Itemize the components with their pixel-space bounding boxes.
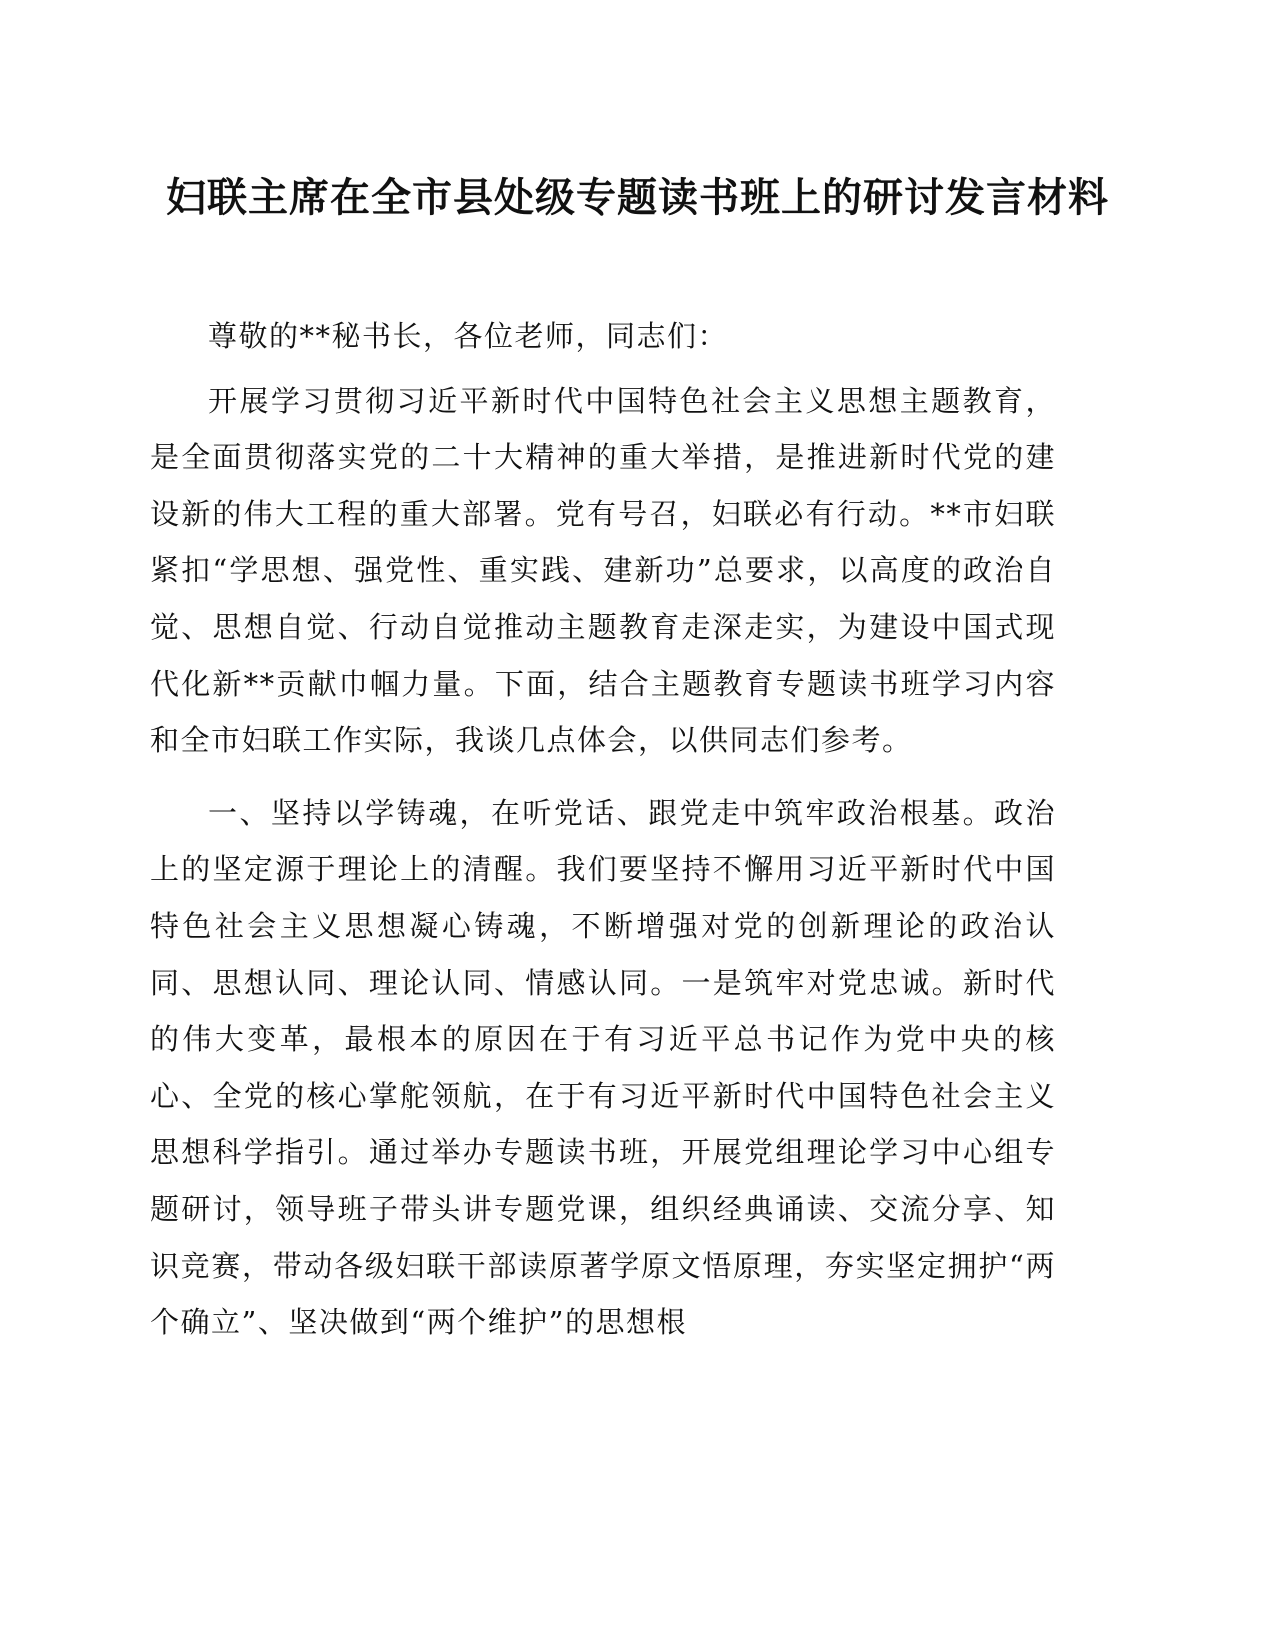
paragraph-section-one: 一、坚持以学铸魂，在听党话、跟党走中筑牢政治根基。政治上的坚定源于理论上的清醒。我们要坚持不懈用习近平新时代中国特色社会主义思想凝心铸魂，不断增强对党的创新理论的政治认同、思想认同、理论认同、情感认同。一是筑牢对党忠诚。新时代的伟大变革，最根本的原因在于有习近平总书记作为党中央的核心、全党的核心掌舵领航，在于有习近平新时代中国特色社会主义思想科学指引。通过举办专题读书班，开展党组理论学习中心组专题研讨，领导班子带头讲专题党课，组织经典诵读、交流分享、知识竞赛，带动各级妇联干部读原著学原文悟原理，夯实坚定拥护“两个确立”、坚决做到“两个维护”的思想根 <box>150 795 1056 1340</box>
salutation: 尊敬的**秘书长，各位老师，同志们： <box>208 319 729 353</box>
paragraph-intro: 开展学习贯彻习近平新时代中国特色社会主义思想主题教育，是全面贯彻落实党的二十大精神的重大举措，是推进新时代党的建设新的伟大工程的重大部署。党有号召，妇联必有行动。**市妇联紧扣“学思想、强党性、重实践、建新功”总要求，以高度的政治自觉、思想自觉、行动自觉推动主题教育走深走实，为建设中国式现代化新**贡献巾帼力量。下面，结合主题教育专题读书班学习内容和全市妇联工作实际，我谈几点体会，以供同志们参考。 <box>150 383 1056 758</box>
document-title: 妇联主席在全市县处级专题读书班上的研讨发言材料 <box>166 175 1109 221</box>
document-body <box>150 308 1056 1351</box>
